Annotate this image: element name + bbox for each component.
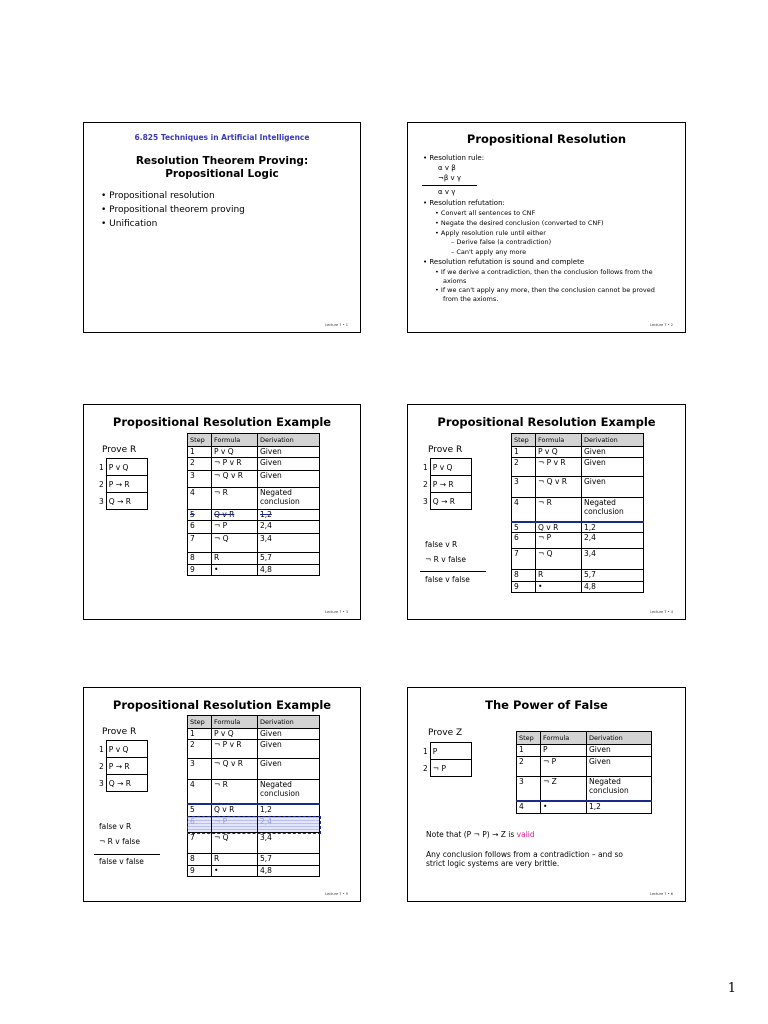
derivation-cell: Negated conclusion [258, 780, 320, 804]
formula-cell: P v Q [212, 729, 258, 740]
step-cell: 8 [512, 570, 536, 582]
bullet-text: • Resolution refutation: [423, 199, 505, 207]
derivation-cell: Given [258, 471, 320, 488]
derivation-cell: 1,2 [258, 510, 320, 521]
bullet-text: • Apply resolution rule until either [435, 229, 546, 237]
slide-2 [407, 122, 686, 333]
table-row [512, 447, 644, 458]
bullet-text: • If we derive a contradiction, then the conclusion follows from the [435, 268, 653, 276]
step-cell: 3 [188, 759, 212, 780]
formula-cell: ¬ Z [541, 777, 587, 801]
derivation-cell: Given [587, 745, 652, 757]
slide-title: The Power of False [485, 698, 608, 712]
axiom-box [99, 458, 148, 510]
column-header: Derivation [258, 434, 320, 447]
table-row [188, 510, 320, 521]
axiom-number: 1 [99, 462, 104, 472]
column-header: Formula [212, 434, 258, 447]
step-cell: 9 [188, 866, 212, 877]
title-line-1: Resolution Theorem Proving: [135, 155, 309, 167]
axiom-box [423, 742, 472, 777]
axiom-row [423, 459, 471, 476]
table-row [517, 757, 652, 777]
table-row [188, 854, 320, 866]
table-row [512, 458, 644, 477]
bullet-text: axioms [443, 277, 467, 285]
resolution-result: false v false [425, 575, 470, 584]
derivation-cell: 3,4 [582, 549, 644, 570]
bullet-item: • Propositional theorem proving [101, 205, 245, 215]
formula-cell: ¬ Q v R [212, 471, 258, 488]
resolution-divider [420, 571, 486, 572]
slide-footer: Lecture 7 • 4 [650, 610, 673, 614]
step-cell: 5 [188, 804, 212, 817]
axiom-number: 2 [423, 763, 428, 773]
column-header: Derivation [587, 732, 652, 745]
derivation-cell: 5,7 [258, 553, 320, 565]
table-row [188, 471, 320, 488]
bullet-text: – Derive false (a contradiction) [451, 238, 552, 246]
derivation-cell: 2,4 [582, 533, 644, 549]
step-cell: 3 [517, 777, 541, 801]
step-cell: 5 [188, 510, 212, 521]
bullet-text: from the axioms. [443, 295, 499, 303]
slide-3 [83, 404, 361, 620]
step-cell: 8 [188, 553, 212, 565]
body-text: Any conclusion follows from a contradiction – and so [426, 850, 624, 859]
table-row [188, 804, 320, 817]
step-cell: 7 [188, 833, 212, 854]
axiom-box [423, 458, 472, 510]
table-row [517, 801, 652, 814]
slide-1 [83, 122, 361, 333]
table-row [188, 458, 320, 471]
axiom-formula: Q → R [106, 493, 147, 510]
bullet-text: • Negate the desired conclusion (converted to CNF) [435, 219, 604, 227]
slide-5 [83, 687, 361, 902]
derivation-cell: 1,2 [582, 522, 644, 533]
axiom-formula: P → R [106, 476, 147, 493]
slide-footer: Lecture 7 • 2 [650, 323, 673, 327]
axiom-row [423, 476, 471, 493]
table-row [188, 833, 320, 854]
table-row [512, 522, 644, 533]
rule-conclusion: α v γ [438, 188, 456, 196]
step-cell: 4 [512, 498, 536, 522]
table-row [188, 740, 320, 759]
prove-goal: Prove Z [428, 728, 463, 738]
axiom-number: 3 [423, 496, 428, 506]
formula-cell: • [212, 565, 258, 576]
table-row [188, 729, 320, 740]
bullet-text: • If we can't apply any more, then the conclusion cannot be proved [435, 286, 655, 294]
derivation-cell: Given [582, 477, 644, 498]
table-row [512, 533, 644, 549]
axiom-number: 1 [423, 746, 428, 756]
formula-cell: Q v R [212, 804, 258, 817]
formula-cell: • [212, 866, 258, 877]
axiom-row [423, 493, 471, 510]
axiom-number: 3 [99, 778, 104, 788]
derivation-cell: Given [258, 759, 320, 780]
slide-footer: Lecture 7 • 1 [325, 323, 348, 327]
derivation-table [187, 715, 320, 877]
prove-goal: Prove R [102, 727, 137, 737]
step-cell: 4 [517, 801, 541, 814]
formula-cell: ¬ P v R [212, 458, 258, 471]
table-row [512, 582, 644, 593]
axiom-formula: P → R [106, 758, 147, 775]
formula-cell: Q v R [212, 510, 258, 521]
derivation-cell: 3,4 [258, 833, 320, 854]
slide-title: Propositional Resolution Example [112, 698, 332, 712]
axiom-row [99, 775, 147, 792]
formula-cell: ¬ P [536, 533, 582, 549]
derivation-table [516, 731, 652, 814]
table-row [517, 777, 652, 801]
bullet-item: • Propositional resolution [101, 191, 215, 201]
axiom-number: 2 [99, 479, 104, 489]
axiom-formula: ¬ P [430, 760, 471, 777]
formula-cell: R [212, 553, 258, 565]
table-header-row [188, 716, 320, 729]
axiom-formula: P v Q [106, 741, 147, 758]
table-row [188, 447, 320, 458]
axiom-row [423, 743, 471, 760]
formula-cell: ¬ P [541, 757, 587, 777]
formula-cell: ¬ P [212, 817, 258, 833]
slide-6 [407, 687, 686, 902]
slide-footer: Lecture 7 • 6 [650, 892, 673, 896]
formula-cell: ¬ R [536, 498, 582, 522]
column-header: Derivation [582, 434, 644, 447]
rule-premise-1: α v β [438, 164, 456, 172]
step-cell: 3 [512, 477, 536, 498]
formula-cell: R [212, 854, 258, 866]
axiom-row [99, 741, 147, 758]
axiom-formula: Q → R [106, 775, 147, 792]
bullet-text: – Can't apply any more [451, 248, 527, 256]
derivation-cell: Given [582, 458, 644, 477]
derivation-cell: 5,7 [258, 854, 320, 866]
derivation-cell: Negated conclusion [587, 777, 652, 801]
table-row [512, 549, 644, 570]
slide-title [84, 155, 360, 181]
slide-footer: Lecture 7 • 5 [325, 892, 348, 896]
table-row [512, 477, 644, 498]
note-prefix: Note that (P ¬ P) → Z is [426, 830, 517, 839]
formula-cell: ¬ Q [212, 534, 258, 553]
column-header: Formula [541, 732, 587, 745]
axiom-row [99, 459, 147, 476]
axiom-number: 2 [423, 479, 428, 489]
formula-cell: P v Q [212, 447, 258, 458]
table-row [188, 780, 320, 804]
bullet-text: • Resolution refutation is sound and complete [423, 258, 585, 266]
table-row [188, 553, 320, 565]
slide-4 [407, 404, 686, 620]
column-header: Formula [212, 716, 258, 729]
resolution-premise: ¬ R v false [425, 555, 466, 564]
step-cell: 4 [188, 780, 212, 804]
step-cell: 9 [188, 565, 212, 576]
derivation-cell: Given [258, 729, 320, 740]
derivation-cell: 1,2 [258, 804, 320, 817]
axiom-formula: P v Q [430, 459, 471, 476]
body-text: strict logic systems are very brittle. [426, 859, 560, 868]
axiom-formula: P → R [430, 476, 471, 493]
axiom-formula: P v Q [106, 459, 147, 476]
note-valid: valid [516, 830, 535, 839]
derivation-cell: 4,8 [258, 565, 320, 576]
rule-premise-2: ¬β v γ [438, 174, 462, 182]
column-header: Derivation [258, 716, 320, 729]
axiom-number: 1 [99, 744, 104, 754]
formula-cell: • [536, 582, 582, 593]
step-cell: 2 [512, 458, 536, 477]
rule-divider [422, 185, 477, 186]
step-cell: 8 [188, 854, 212, 866]
table-row [512, 498, 644, 522]
step-cell: 3 [188, 471, 212, 488]
derivation-cell: Negated conclusion [582, 498, 644, 522]
step-cell: 4 [188, 488, 212, 510]
formula-cell: ¬ P v R [536, 458, 582, 477]
step-cell: 7 [512, 549, 536, 570]
table-header-row [512, 434, 644, 447]
step-cell: 1 [517, 745, 541, 757]
formula-cell: ¬ Q v R [212, 759, 258, 780]
note-text [426, 830, 535, 839]
derivation-cell: 4,8 [258, 866, 320, 877]
bullet-text: • Convert all sentences to CNF [435, 209, 536, 217]
derivation-table [187, 433, 320, 576]
course-title: 6.825 Techniques in Artificial Intelligence [134, 133, 310, 142]
axiom-row [99, 758, 147, 775]
formula-cell: ¬ Q v R [536, 477, 582, 498]
slide-footer: Lecture 7 • 3 [325, 610, 348, 614]
step-cell: 9 [512, 582, 536, 593]
column-header: Formula [536, 434, 582, 447]
resolution-premise: false v R [99, 822, 132, 831]
column-header: Step [188, 434, 212, 447]
step-cell: 1 [188, 447, 212, 458]
derivation-cell: Negated conclusion [258, 488, 320, 510]
table-row [188, 759, 320, 780]
derivation-cell: 4,8 [582, 582, 644, 593]
step-cell: 2 [188, 458, 212, 471]
column-header: Step [188, 716, 212, 729]
axiom-row [99, 493, 147, 510]
step-cell: 6 [188, 521, 212, 534]
formula-cell: ¬ Q [212, 833, 258, 854]
slide-title: Propositional Resolution Example [112, 415, 332, 429]
page-number: 1 [727, 981, 736, 996]
table-header-row [517, 732, 652, 745]
derivation-cell: Given [258, 458, 320, 471]
axiom-number: 2 [99, 761, 104, 771]
table-row [188, 817, 320, 833]
axiom-number: 1 [423, 462, 428, 472]
step-cell: 6 [188, 817, 212, 833]
column-header: Step [512, 434, 536, 447]
derivation-cell: 3,4 [258, 534, 320, 553]
axiom-row [423, 760, 471, 777]
axiom-formula: P [430, 743, 471, 760]
axiom-row [99, 476, 147, 493]
derivation-cell: Given [258, 447, 320, 458]
formula-cell: ¬ R [212, 780, 258, 804]
formula-cell: ¬ P [212, 521, 258, 534]
formula-cell: ¬ R [212, 488, 258, 510]
derivation-cell: 2,4 [258, 521, 320, 534]
table-row [188, 488, 320, 510]
formula-cell: Q v R [536, 522, 582, 533]
derivation-cell: Given [258, 740, 320, 759]
step-cell: 7 [188, 534, 212, 553]
bullet-list [101, 189, 245, 231]
slide-title: Propositional Resolution Example [437, 415, 656, 429]
derivation-cell: Given [582, 447, 644, 458]
table-row [512, 570, 644, 582]
derivation-cell: 2,4 [258, 817, 320, 833]
derivation-cell: 5,7 [582, 570, 644, 582]
formula-cell: ¬ Q [536, 549, 582, 570]
step-cell: 2 [188, 740, 212, 759]
axiom-formula: Q → R [430, 493, 471, 510]
prove-goal: Prove R [428, 445, 463, 455]
table-row [188, 534, 320, 553]
step-cell: 1 [512, 447, 536, 458]
prove-goal: Prove R [102, 445, 137, 455]
step-cell: 1 [188, 729, 212, 740]
table-row [188, 565, 320, 576]
table-row [188, 521, 320, 534]
resolution-divider [94, 854, 160, 855]
step-cell: 5 [512, 522, 536, 533]
title-line-2: Propositional Logic [165, 168, 279, 180]
bullet-item: • Unification [101, 219, 158, 229]
derivation-cell: 1,2 [587, 801, 652, 814]
formula-cell: P v Q [536, 447, 582, 458]
formula-cell: • [541, 801, 587, 814]
resolution-premise: false v R [425, 540, 458, 549]
formula-cell: ¬ P v R [212, 740, 258, 759]
derivation-table [511, 433, 644, 593]
axiom-box [99, 740, 148, 792]
column-header: Step [517, 732, 541, 745]
resolution-premise: ¬ R v false [99, 837, 140, 846]
bullet-text: • Resolution rule: [423, 154, 485, 162]
axiom-number: 3 [99, 496, 104, 506]
resolution-result: false v false [99, 857, 144, 866]
table-header-row [188, 434, 320, 447]
step-cell: 2 [517, 757, 541, 777]
derivation-cell: Given [587, 757, 652, 777]
table-row [517, 745, 652, 757]
formula-cell: R [536, 570, 582, 582]
step-cell: 6 [512, 533, 536, 549]
formula-cell: P [541, 745, 587, 757]
slide-title: Propositional Resolution [466, 132, 627, 146]
table-row [188, 866, 320, 877]
